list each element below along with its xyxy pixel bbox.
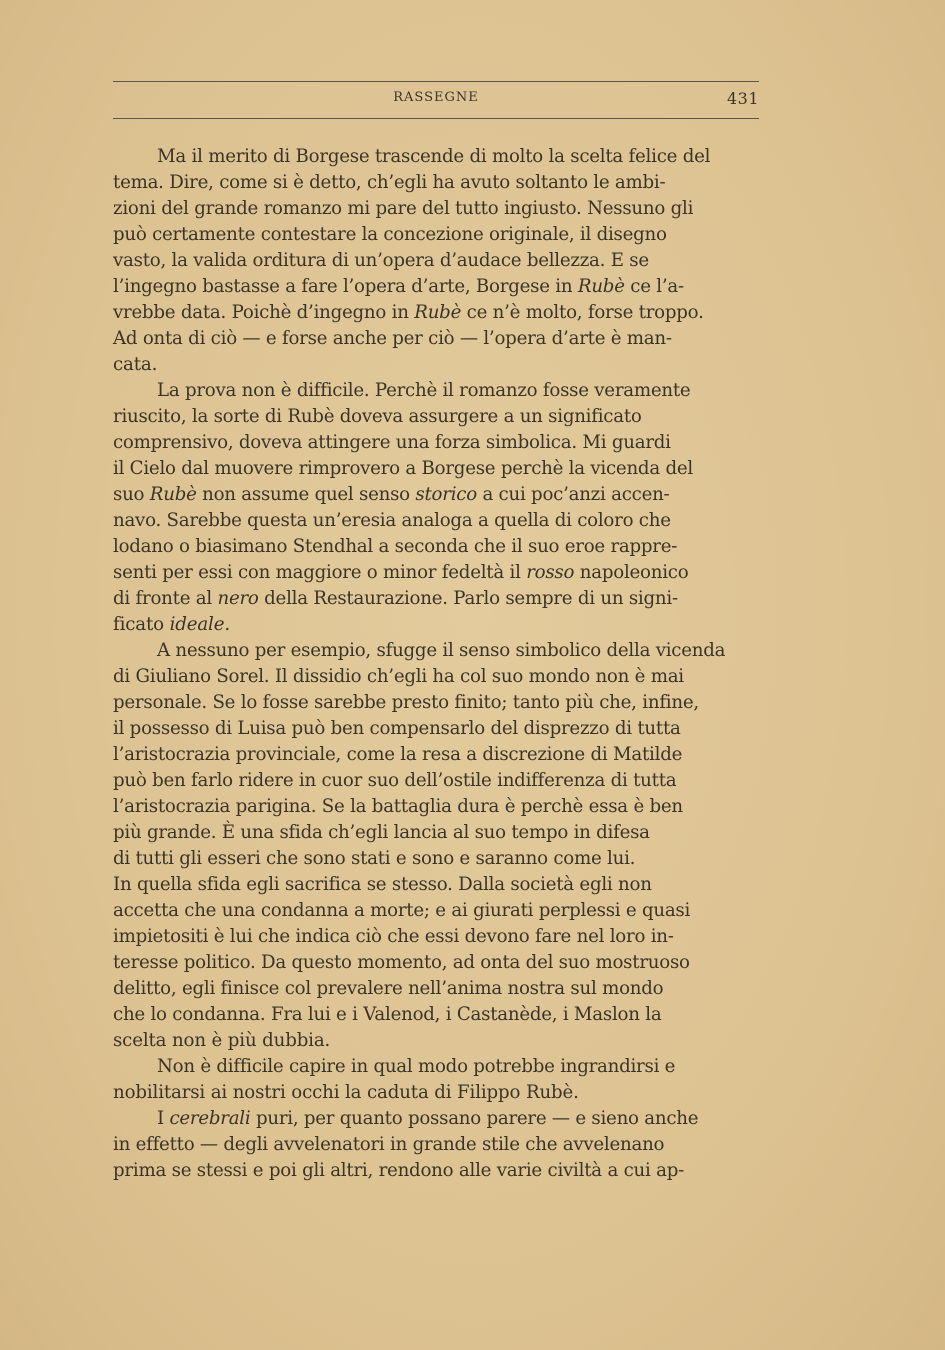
text-line — [113, 404, 765, 430]
text-line — [113, 144, 765, 170]
text-line — [113, 508, 765, 534]
header-rule-top — [113, 81, 759, 82]
text-run: di Giuliano Sorel. Il dissidio ch’egli ha col suo mondo non è mai — [113, 666, 684, 687]
text-run: suo — [113, 484, 150, 505]
text-run: lodano o biasimano Stendhal a seconda che il suo eroe rappre- — [113, 536, 678, 557]
text-run: che lo condanna. Fra lui e i Valenod, i Castanède, i Maslon la — [113, 1004, 662, 1025]
text-run: ficato — [113, 614, 170, 635]
text-run: prima se stessi e poi gli altri, rendono alle varie civiltà a cui ap- — [113, 1160, 685, 1181]
text-line — [113, 378, 765, 404]
italic-text: rosso — [526, 562, 575, 583]
text-line — [113, 742, 765, 768]
text-run: l’aristocrazia parigina. Se la battaglia dura è perchè essa è ben — [113, 796, 683, 817]
text-line — [113, 248, 765, 274]
text-line — [113, 352, 765, 378]
text-line — [113, 1158, 765, 1184]
text-run: tema. Dire, come si è detto, ch’egli ha avuto soltanto le ambi- — [113, 172, 666, 193]
text-run: nobilitarsi ai nostri occhi la caduta di Filippo Rubè. — [113, 1082, 579, 1103]
text-run: di tutti gli esseri che sono stati e sono e saranno come lui. — [113, 848, 636, 869]
text-run: personale. Se lo fosse sarebbe presto finito; tanto più che, infine, — [113, 692, 699, 713]
text-run: impietositi è lui che indica ciò che essi devono fare nel loro in- — [113, 926, 674, 947]
text-run: può ben farlo ridere in cuor suo dell’ostile indifferenza di tutta — [113, 770, 677, 791]
text-line — [113, 1132, 765, 1158]
text-line — [113, 274, 765, 300]
italic-text: Rubè — [577, 276, 625, 297]
text-run: in effetto — degli avvelenatori in grande stile che avvelenano — [113, 1134, 665, 1155]
text-run: più grande. È una sfida ch’egli lancia al suo tempo in difesa — [113, 822, 650, 843]
italic-text: Rubè — [414, 302, 462, 323]
text-line — [113, 820, 765, 846]
text-run: Ma il merito di Borgese trascende di molto la scelta felice del — [157, 146, 711, 167]
text-line — [113, 612, 765, 638]
italic-text: cerebrali — [169, 1108, 251, 1129]
text-run: a cui poc’anzi accen- — [476, 484, 670, 505]
running-title: RASSEGNE — [393, 90, 479, 105]
text-run: teresse politico. Da questo momento, ad onta del suo mostruoso — [113, 952, 690, 973]
text-line — [113, 768, 765, 794]
page-number: 431 — [726, 89, 759, 108]
text-run: Ad onta di ciò — e forse anche per ciò — l’opera d’arte è man- — [113, 328, 672, 349]
text-run: ce l’a- — [624, 276, 684, 297]
body-text — [113, 144, 765, 1184]
text-line — [113, 690, 765, 716]
text-run: vasto, la valida orditura di un’opera d’audace bellezza. E se — [113, 250, 649, 271]
italic-text: Rubè — [149, 484, 197, 505]
text-run: senti per essi con maggiore o minor fedeltà il — [113, 562, 527, 583]
text-line — [113, 898, 765, 924]
text-line — [113, 456, 765, 482]
text-run: l’aristocrazia provinciale, come la resa a discrezione di Matilde — [113, 744, 683, 765]
text-line — [113, 482, 765, 508]
text-line — [113, 638, 765, 664]
text-run: può certamente contestare la concezione originale, il disegno — [113, 224, 667, 245]
text-line — [113, 326, 765, 352]
text-line — [113, 1054, 765, 1080]
text-line — [113, 300, 765, 326]
text-run: I — [157, 1108, 170, 1129]
text-run: l’ingegno bastasse a fare l’opera d’arte, Borgese in — [113, 276, 578, 297]
text-run: A nessuno per esempio, sfugge il senso simbolico della vicenda — [157, 640, 726, 661]
italic-text: nero — [217, 588, 259, 609]
text-run: cata. — [113, 354, 158, 375]
text-run: delitto, egli finisce col prevalere nell’anima nostra sul mondo — [113, 978, 664, 999]
text-run: vrebbe data. Poichè d’ingegno in — [113, 302, 415, 323]
text-line — [113, 534, 765, 560]
text-line — [113, 430, 765, 456]
text-run: comprensivo, doveva attingere una forza simbolica. Mi guardi — [113, 432, 671, 453]
text-run: non assume quel senso — [196, 484, 416, 505]
italic-text: ideale. — [169, 614, 230, 635]
text-run: La prova non è difficile. Perchè il romanzo fosse veramente — [157, 380, 691, 401]
text-line — [113, 560, 765, 586]
text-line — [113, 950, 765, 976]
text-line — [113, 794, 765, 820]
text-line — [113, 846, 765, 872]
text-run: ce n’è molto, forse troppo. — [461, 302, 704, 323]
text-run: riuscito, la sorte di Rubè doveva assurgere a un significato — [113, 406, 642, 427]
text-run: Non è difficile capire in qual modo potrebbe ingrandirsi e — [157, 1056, 676, 1077]
text-line — [113, 924, 765, 950]
running-head — [113, 90, 759, 110]
text-line — [113, 976, 765, 1002]
text-run: puri, per quanto possano parere — e sieno anche — [250, 1108, 699, 1129]
text-line — [113, 196, 765, 222]
text-run: il Cielo dal muovere rimprovero a Borgese perchè la vicenda del — [113, 458, 693, 479]
text-run: il possesso di Luisa può ben compensarlo del disprezzo di tutta — [113, 718, 681, 739]
italic-text: storico — [415, 484, 477, 505]
text-line — [113, 664, 765, 690]
text-run: accetta che una condanna a morte; e ai giurati perplessi e quasi — [113, 900, 691, 921]
text-line — [113, 872, 765, 898]
text-run: navo. Sarebbe questa un’eresia analoga a quella di coloro che — [113, 510, 671, 531]
text-run: di fronte al — [113, 588, 218, 609]
text-run: scelta non è più dubbia. — [113, 1030, 331, 1051]
text-run: della Restaurazione. Parlo sempre di un signi- — [258, 588, 678, 609]
text-line — [113, 716, 765, 742]
text-line — [113, 1028, 765, 1054]
text-line — [113, 1002, 765, 1028]
text-run: In quella sfida egli sacrifica se stesso. Dalla società egli non — [113, 874, 652, 895]
text-run: zioni del grande romanzo mi pare del tutto ingiusto. Nessuno gli — [113, 198, 694, 219]
text-line — [113, 222, 765, 248]
text-line — [113, 586, 765, 612]
text-line — [113, 1106, 765, 1132]
header-rule-bottom — [113, 118, 759, 119]
text-line — [113, 170, 765, 196]
text-line — [113, 1080, 765, 1106]
text-run: napoleonico — [574, 562, 689, 583]
